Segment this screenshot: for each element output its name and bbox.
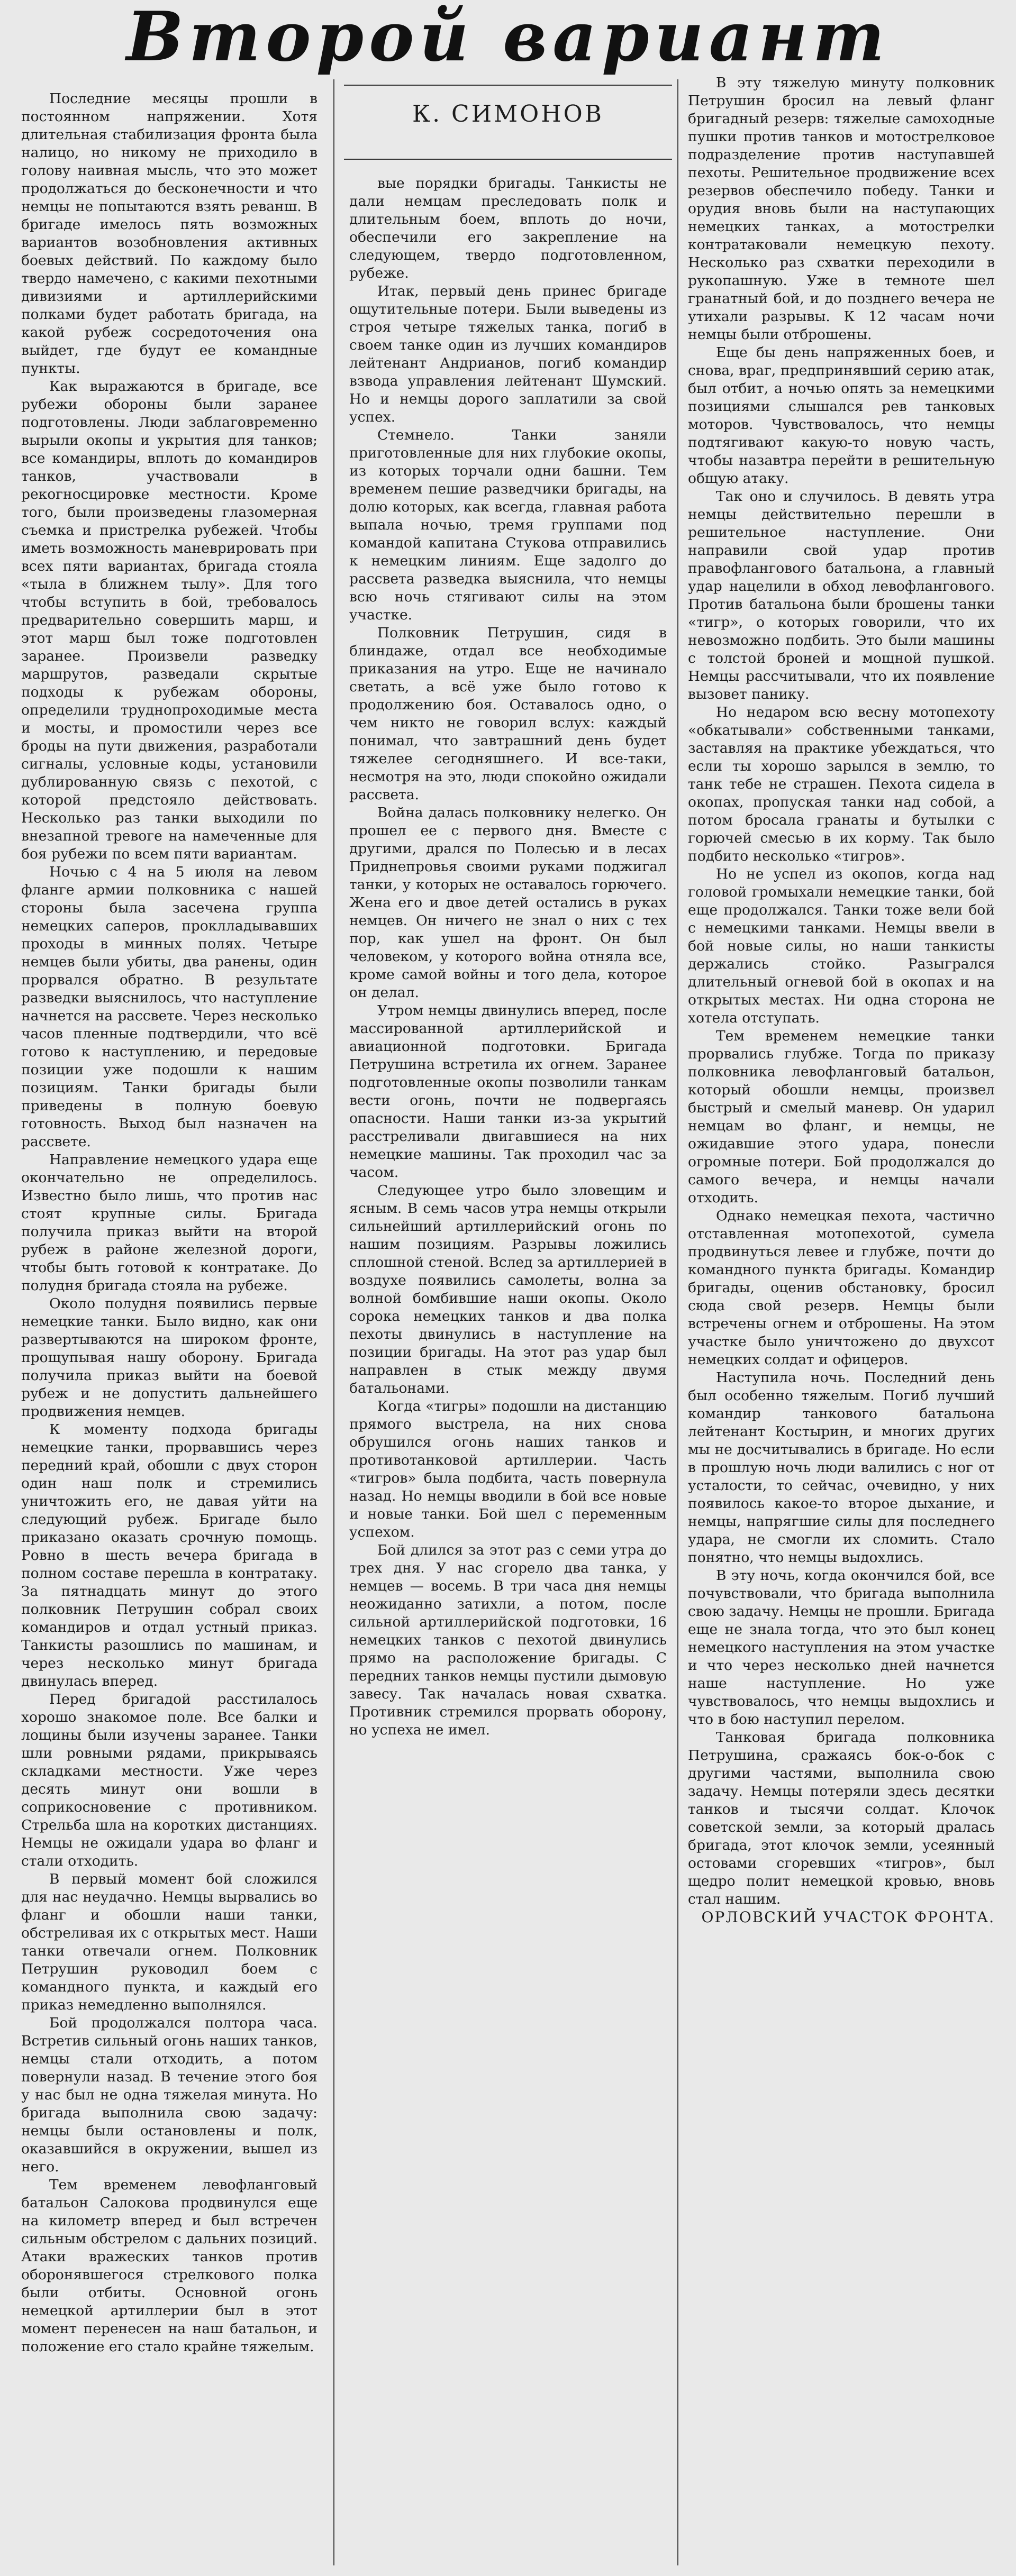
article-paragraph: Когда «тигры» подошли на дистанцию прямого выстрела, на них снова обрушился огонь наших танков и противотанковой артиллерии. Часть «тигров» была подбита, часть повернула назад. Но немцы вводили в бой все новые и новые танки. Бой шел с переменным успехом. <box>349 1398 667 1540</box>
article-paragraph: В эту ночь, когда окончился бой, все почувствовали, что бригада выполнила свою задачу. Немцы не прошли. Бригада еще не знала тогда, что это был конец немецкого наступления на этом участке и что через несколько дней начнется наше наступление. Но уже чувствовалось, что немцы выдохлись и что в бою наступил перелом. <box>688 1567 995 1728</box>
byline-rule-top <box>344 85 672 86</box>
article-column-1 <box>21 90 318 2576</box>
article-paragraph: Последние месяцы прошли в постоянном напряжении. Хотя длительная стабилизация фронта была налицо, но никому не приходило в голову наивная мысль, что это может продолжаться до бесконечности и что немцы не попытаются взять реванш. В бригаде имелось пять возможных вариантов возобновления активных боевых действий. По каждому было твердо намечено, с какими пехотными дивизиями и артиллерийскими полками будет работать бригада, на какой рубеж сосредоточения она выйдет, где будут ее командные пункты. <box>21 90 318 377</box>
article-paragraph: Однако немецкая пехота, частично отставленная мотопехотой, сумела продвинуться левее и глубже, почти до командного пункта бригады. Командир бригады, оценив обстановку, бросил сюда свой резерв. Немцы были встречены огнем и отброшены. На этом участке было уничтожено до двухсот немецких солдат и офицеров. <box>688 1208 995 1368</box>
article-headline: Второй вариант <box>126 0 890 77</box>
article-paragraph: Как выражаются в бригаде, все рубежи обороны были заранее подготовлены. Люди заблаговременно вырыли окопы и укрытия для танков; все командиры, вплоть до командиров танков, участвовали в рекогносцировке местности. Кроме того, были произведены глазомерная съемка и пристрелка рубежей. Чтобы иметь возможность маневрировать при всех пяти вариантах, бригада стояла «тыла в ближнем тылу». Для того чтобы вступить в бой, требовалось предварительно совершить марш, и этот марш был тоже подготовлен заранее. Произвели разведку маршрутов, разведали скрытые подходы к рубежам обороны, определили труднопроходимые места и мосты, и промостили через все броды на пути движения, разработали сигналы, условные коды, установили дублированную связь с пехотой, с которой предстояло действовать. Несколько раз танки выходили по внезапной тревоге на намеченные для боя рубежи по всем пяти вариантам. <box>21 378 318 862</box>
article-paragraph: Перед бригадой расстилалось хорошо знакомое поле. Все балки и лощины были изучены заранее. Танки шли ровными рядами, прикрываясь складками местности. Уже через десять минут они вошли в соприкосновение с противником. Стрельба шла на коротких дистанциях. Немцы не ожидали удара во фланг и стали отходить. <box>21 1691 318 1869</box>
article-paragraph: Но не успел из окопов, когда над головой громыхали немецкие танки, бой еще продолжался. Танки тоже вели бой с немецкими танками. Немцы ввели в бой новые силы, но наши танкисты держались стойко. Разыгрался длительный огневой бой в окопах и на открытых местах. Ни одна сторона не хотела отступать. <box>688 866 995 1026</box>
article-paragraph: Направление немецкого удара еще окончательно не определилось. Известно было лишь, что против нас стоят крупные силы. Бригада получила приказ выйти на второй рубеж в районе железной дороги, чтобы быть готовой к контратаке. До полудня бригада стояла на рубеже. <box>21 1152 318 1294</box>
article-paragraph: Так оно и случилось. В девять утра немцы действительно перешли в решительное наступление. Они направили свой удар против правофлангового батальона, а главный удар нацелили в обход левофлангового. Против батальона были брошены танки «тигр», о которых говорили, что их невозможно подбить. Это были машины с толстой броней и мощной пушкой. Немцы рассчитывали, что их появление вызовет панику. <box>688 488 995 702</box>
article-paragraph: Бой продолжался полтора часа. Встретив сильный огонь наших танков, немцы стали отходить, а потом повернули назад. В течение этого боя у нас был не одна тяжелая минута. Но бригада выполнила свою задачу: немцы были остановлены и полк, оказавшийся в окружении, вышел из него. <box>21 2015 318 2175</box>
article-paragraph: Наступила ночь. Последний день был особенно тяжелым. Погиб лучший командир танкового батальона лейтенант Костырин, и многих других мы не досчитывались в бригаде. Но если в прошлую ночь люди валились с ног от усталости, то сейчас, очевидно, у них появилось какое-то второе дыхание, и немцы, напрягшие силы для последнего удара, не смогли их сломить. Стало понятно, что немцы выдохлись. <box>688 1369 995 1566</box>
column-divider <box>333 79 334 2565</box>
article-paragraph: Ночью с 4 на 5 июля на левом фланге армии полковника с нашей стороны была засечена группа немецких саперов, проклладывавших проходы в минных полях. Четыре немцев были убиты, два ранены, один прорвался обратно. В результате разведки выяснилось, что наступление начнется на рассвете. Через несколько часов пленные подтвердили, что всё готово к наступлению, и передовые позиции уже подошли к нашим позициям. Танки бригады были приведены в полную боевую готовность. Выход был назначен на рассвете. <box>21 864 318 1150</box>
article-paragraph: Война далась полковнику нелегко. Он прошел ее с первого дня. Вместе с другими, дрался по Полесью и в лесах Приднепровья своими руками поджигал танки, у которых не оставалось горючего. Жена его и двое детей остались в руках немцев. Он ничего не знал о них с тех пор, как ушел на фронт. Он был человеком, у которого война отняла все, кроме самой войны и того дела, которое он делал. <box>349 805 667 1001</box>
article-paragraph: Но недаром всю весну мотопехоту «обкатывали» собственными танками, заставляя на практике убеждаться, что если ты хорошо зарылся в землю, то танк тебе не страшен. Пехота сидела в окопах, пропуская танки над собой, а потом бросала гранаты и бутылки с горючей смесью в их корму. Так было подбито несколько «тигров». <box>688 704 995 864</box>
author-byline: К. СИМОНОВ <box>412 101 604 127</box>
article-paragraph: Тем временем левофланговый батальон Салокова продвинулся еще на километр вперед и был встречен сильным обстрелом с дальних позиций. Атаки вражеских танков против оборонявшегося стрелкового полка были отбиты. Основной огонь немецкой артиллерии был в этот момент перенесен на наш батальон, и положение его стало крайне тяжелым. <box>21 2177 318 2355</box>
article-paragraph: Утром немцы двинулись вперед, после массированной артиллерийской и авиационной подготовки. Бригада Петрушина встретила их огнем. Заранее подготовленные окопы позволили танкам вести огонь, почти не подвергаясь опасности. Наши танки из-за укрытий расстреливали двигавшиеся на них немецкие машины. Так проходил час за часом. <box>349 1002 667 1181</box>
article-paragraph: Еще бы день напряженных боев, и снова, враг, предпринявший серию атак, был отбит, а ночью опять за немецкими позициями слышался рев танковых моторов. Чувствовалось, что немцы подтягивают какую-то новую часть, чтобы назавтра перейти в решительную общую атаку. <box>688 344 995 487</box>
byline-box <box>344 79 672 175</box>
article-paragraph: В первый момент бой сложился для нас неудачно. Немцы вырвались во фланг и обошли наши танки, обстреливая их с открытых мест. Наши танки отвечали огнем. Полковник Петрушин руководил боем с командного пункта, и каждый его приказ немедленно выполнялся. <box>21 1871 318 2013</box>
article-paragraph: Стемнело. Танки заняли приготовленные для них глубокие окопы, из которых торчали одни башни. Тем временем пешие разведчики бригады, на долю которых, как всегда, главная работа выпала ночью, тремя группами под командой капитана Стукова отправились к немецким линиям. Еще задолго до рассвета разведка выяснила, что немцы всю ночь стягивают силы на этом участке. <box>349 427 667 623</box>
article-paragraph: К моменту подхода бригады немецкие танки, прорвавшись через передний край, обошли с двух сторон один наш полк и стремились уничтожить его, не давая уйти на следующий рубеж. Бригаде было приказано оказать срочную помощь. Ровно в шесть вечера бригада в полном составе перешла в контратаку. За пятнадцать минут до этого полковник Петрушин собрал своих командиров и отдал устный приказ. Танкисты разошлись по машинам, и через несколько минут бригада двинулась вперед. <box>21 1421 318 1689</box>
column-divider <box>677 79 678 2565</box>
byline-rule-bottom <box>344 159 672 160</box>
article-paragraph: Танковая бригада полковника Петрушина, сражаясь бок-о-бок с другими частями, выполнила свою задачу. Немцы потеряли здесь десятки танков и тысячи солдат. Клочок советской земли, за который дралась бригада, этот клочок земли, усеянный остовами сгоревших «тигров», был щедро полит немецкой кровью, вновь стал нашим. <box>688 1729 995 1907</box>
article-column-2 <box>349 175 667 2576</box>
article-paragraph: вые порядки бригады. Танкисты не дали немцам преследовать полк и длительным боем, вплоть до ночи, обеспечили его закрепление на следующем, твердо подготовленном, рубеже. <box>349 175 667 281</box>
article-signoff: ОРЛОВСКИЙ УЧАСТОК ФРОНТА. <box>701 1908 995 1926</box>
article-paragraph: Тем временем немецкие танки прорвались глубже. Тогда по приказу полковника левофланговый батальон, который обошли немцы, произвел быстрый и смелый маневр. Он ударил немцам во фланг, и немцы, не ожидавшие этого удара, понесли огромные потери. Бой продолжался до самого вечера, и немцы начали отходить. <box>688 1028 995 1206</box>
article-paragraph: Следующее утро было зловещим и ясным. В семь часов утра немцы открыли сильнейший артиллерийский огонь по нашим позициям. Разрывы ложились сплошной стеной. Вслед за артиллерией в воздухе появились самолеты, волна за волной бомбившие наши окопы. Около сорока немецких танков и два полка пехоты двинулись в наступление на позиции бригады. На этот раз удар был направлен в стык между двумя батальонами. <box>349 1182 667 1396</box>
article-paragraph: В эту тяжелую минуту полковник Петрушин бросил на левый фланг бригадный резерв: тяжелые самоходные пушки против танков и мотострелковое подразделение против наступавшей пехоты. Решительное продвижение всех резервов обеспечило победу. Танки и орудия вновь были на наступающих немецких танках, а мотострелки контратаковали немецкую пехоту. Несколько раз схватки переходили в рукопашную. Уже в темноте шел гранатный бой, и до позднего вечера не утихали разрывы. К 12 часам ночи немцы были отброшены. <box>688 75 995 343</box>
article-paragraph: Полковник Петрушин, сидя в блиндаже, отдал все необходимые приказания на утро. Еще не начинало светать, а всё уже было готово к продолжению боя. Оставалось одно, о чем никто не говорил вслух: каждый понимал, что завтрашний день будет тяжелее сегодняшнего. И все-таки, несмотря на это, люди спокойно ожидали рассвета. <box>349 625 667 803</box>
article-paragraph: Около полудня появились первые немецкие танки. Было видно, как они развертываются на широком фронте, прощупывая нашу оборону. Бригада получила приказ выйти на боевой рубеж и не допустить дальнейшего продвижения немцев. <box>21 1295 318 1420</box>
article-column-3 <box>688 74 995 2576</box>
article-paragraph: Итак, первый день принес бригаде ощутительные потери. Были выведены из строя четыре тяжелых танка, погиб в своем танке один из лучших командиров лейтенант Андрианов, погиб командир взвода управления лейтенант Шумский. Но и немцы дорого заплатили за свой успех. <box>349 283 667 425</box>
article-paragraph: Бой длился за этот раз с семи утра до трех дня. У нас сгорело два танка, у немцев — восемь. В три часа дня немцы неожиданно затихли, а потом, после сильной артиллерийской подготовки, 16 немецких танков с пехотой двинулись прямо на расположение бригады. С передних танков немцы пустили дымовую завесу. Так началась новая схватка. Противник стремился прорвать оборону, но успеха не имел. <box>349 1542 667 1738</box>
